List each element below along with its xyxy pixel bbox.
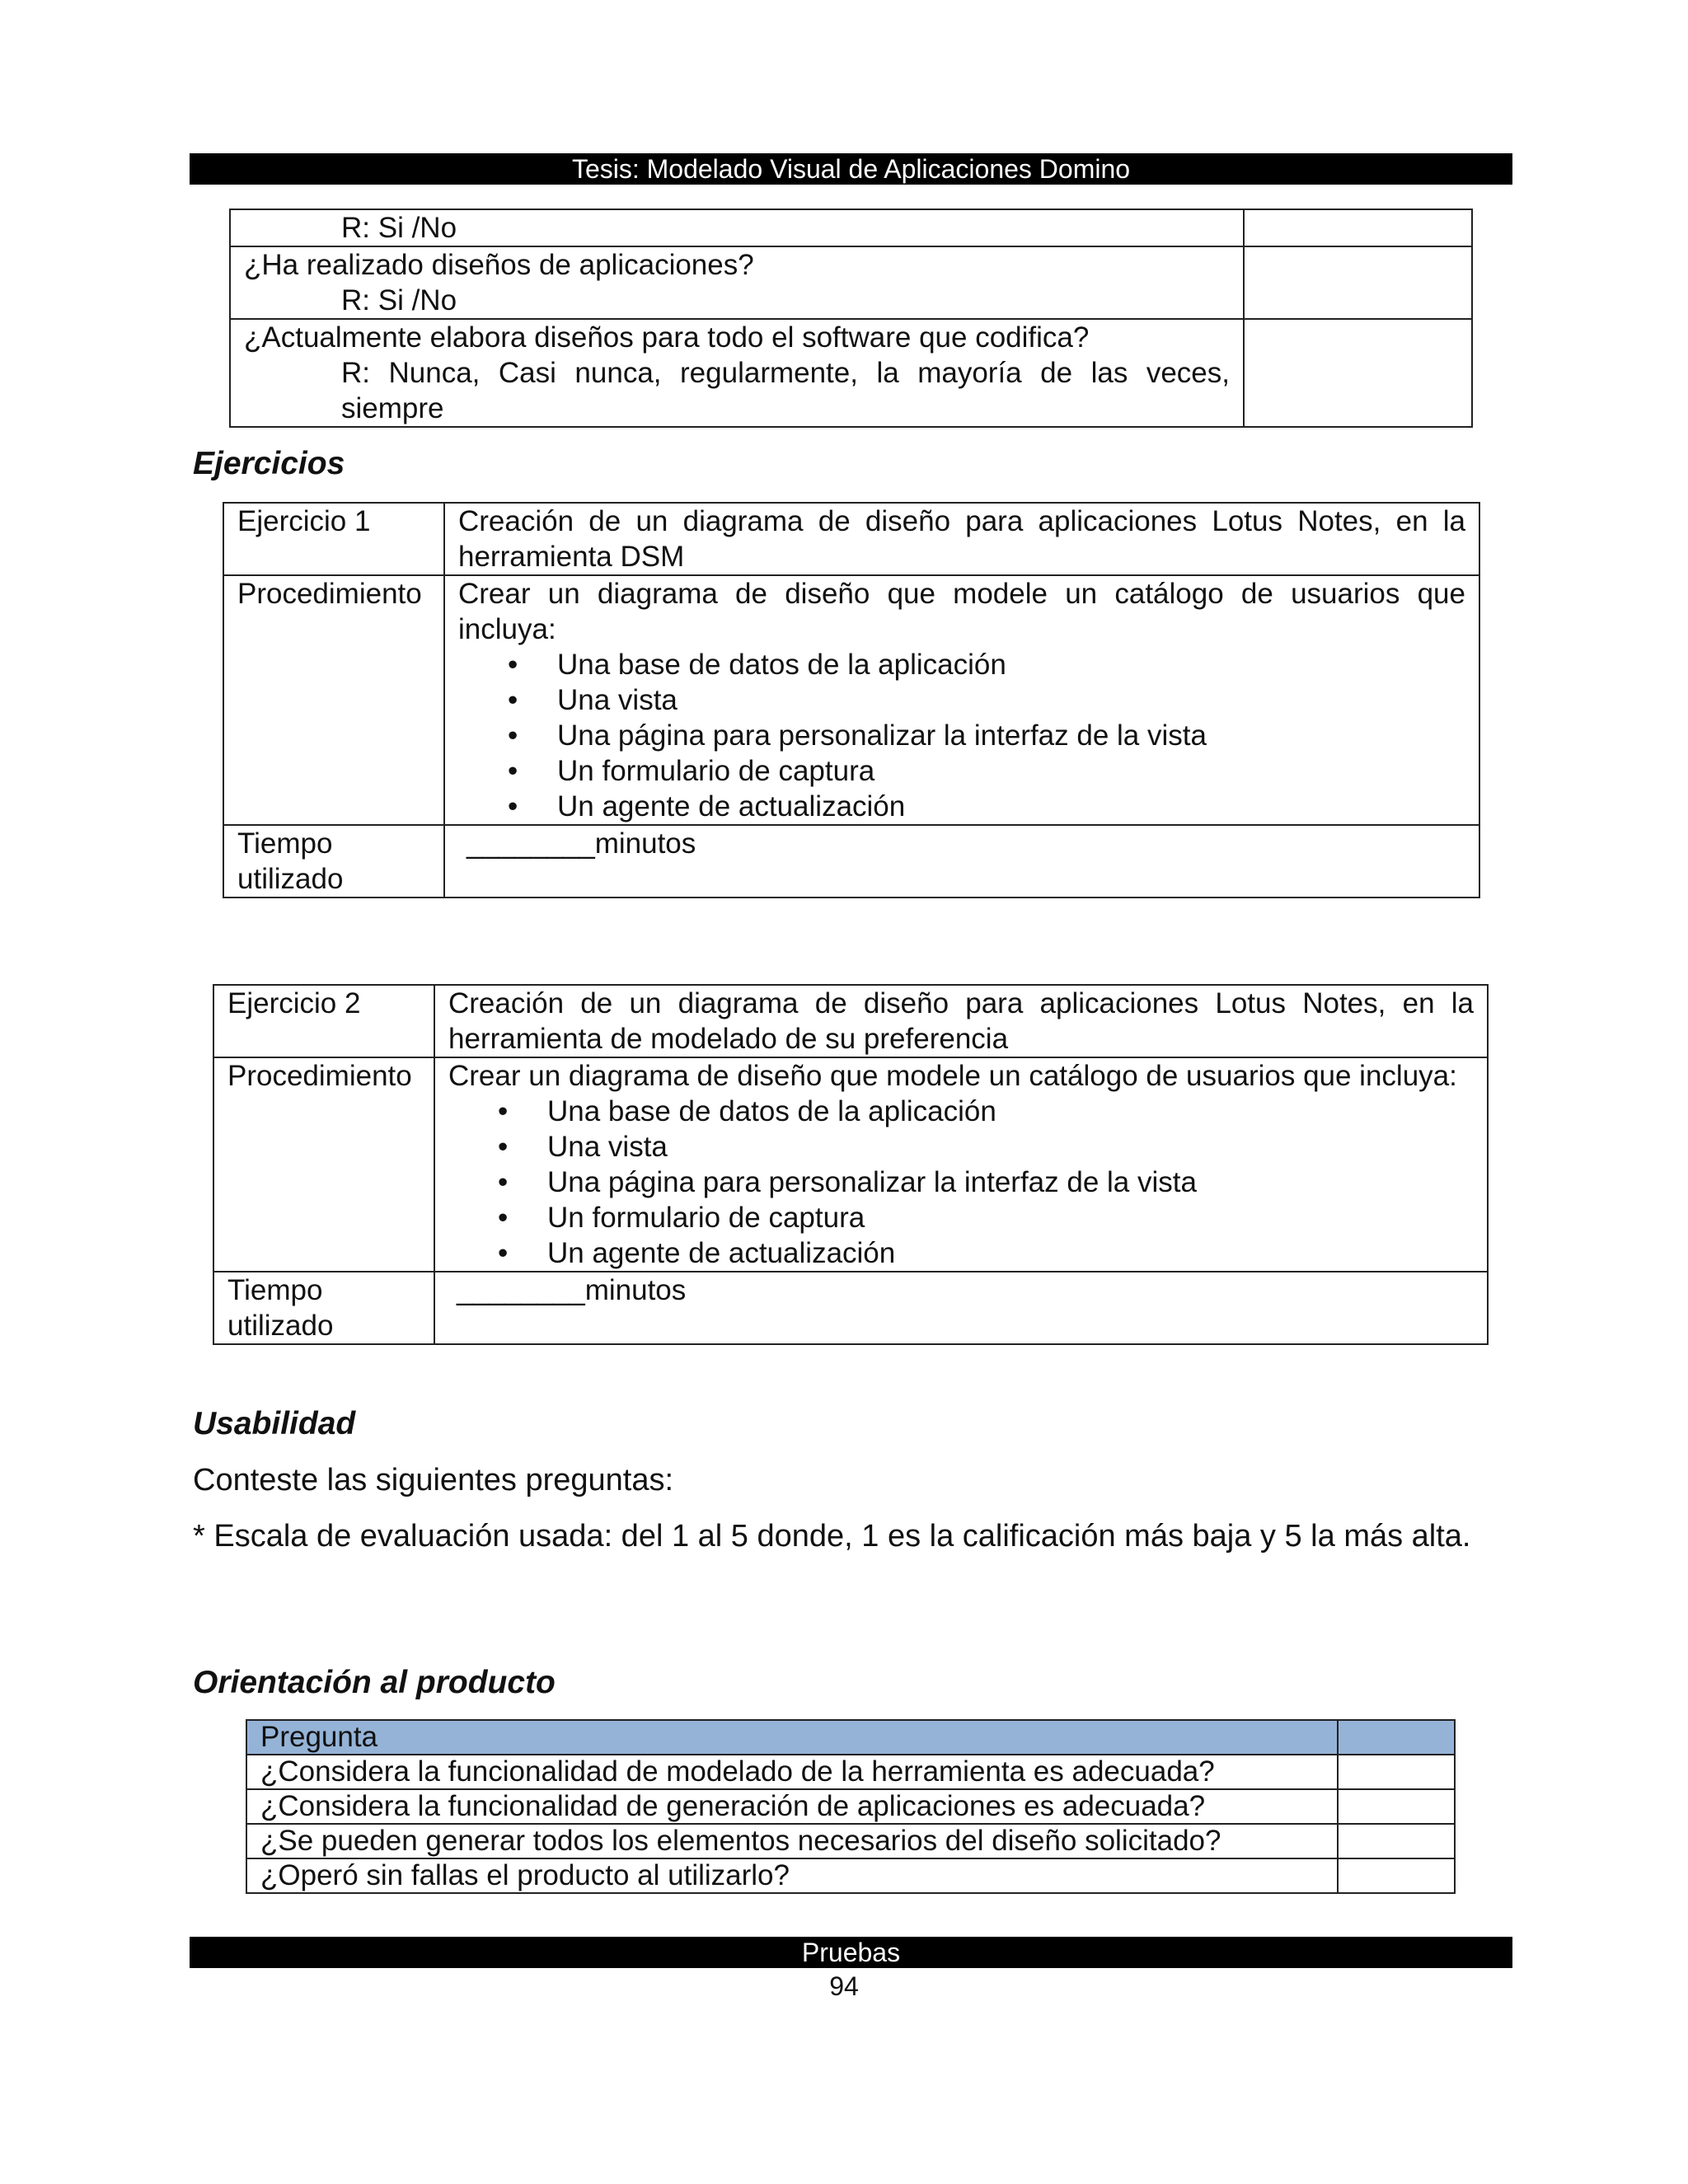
footer-label: Pruebas [801, 1938, 901, 1967]
list-item: • Un formulario de captura [557, 753, 1465, 789]
question-text: ¿Considera la funcionalidad de generación de aplicaciones es adecuada? [246, 1789, 1338, 1824]
list-item: • Una vista [547, 1129, 1474, 1165]
table-row [246, 1789, 1455, 1824]
table-row [246, 1858, 1455, 1893]
questionnaire-table [229, 209, 1473, 428]
table-row [223, 503, 1479, 575]
page-footer-band [190, 1937, 1512, 1968]
section-title-orientacion: Orientación al producto [193, 1665, 556, 1700]
table-row [213, 985, 1488, 1057]
response-cell [1338, 1755, 1455, 1789]
page-header-band [190, 153, 1512, 185]
table-header-row [246, 1720, 1455, 1755]
response-cell [1244, 246, 1472, 319]
question-cell [230, 319, 1244, 427]
question-text: ¿Operó sin fallas el producto al utilizarlo? [246, 1858, 1338, 1893]
table-row [230, 319, 1472, 427]
response-cell [1338, 1789, 1455, 1824]
procedure-list [458, 647, 1465, 824]
list-item: • Un agente de actualización [557, 789, 1465, 824]
response-cell [1244, 319, 1472, 427]
list-item: • Una página para personalizar la interfaz de la vista [547, 1165, 1474, 1200]
time-label: Tiempo utilizado [213, 1272, 434, 1344]
exercise-title: Creación de un diagrama de diseño para aplicaciones Lotus Notes, en la herramienta de modelado de su preferencia [434, 985, 1488, 1057]
question-text: ¿Actualmente elabora diseños para todo el software que codifica? [244, 321, 1090, 354]
exercise-1-table [223, 502, 1480, 898]
exercise-label: Ejercicio 1 [223, 503, 444, 575]
section-title-usabilidad: Usabilidad [193, 1406, 356, 1441]
procedure-label: Procedimiento [213, 1057, 434, 1272]
table-row [213, 1272, 1488, 1344]
table-row [230, 246, 1472, 319]
procedure-cell [444, 575, 1479, 825]
exercise-label: Ejercicio 2 [213, 985, 434, 1057]
procedure-list [448, 1094, 1474, 1271]
list-item: • Una base de datos de la aplicación [557, 647, 1465, 682]
procedure-intro: Crear un diagrama de diseño que modele un catálogo de usuarios que incluya: [448, 1060, 1457, 1092]
time-value: ________minutos [444, 825, 1479, 898]
section-title-ejercicios: Ejercicios [193, 446, 345, 481]
list-item: • Una vista [557, 682, 1465, 718]
table-row [223, 825, 1479, 898]
answer-options: R: Si /No [341, 212, 457, 244]
table-row [230, 209, 1472, 246]
procedure-label: Procedimiento [223, 575, 444, 825]
usability-scale: * Escala de evaluación usada: del 1 al 5 donde, 1 es la calificación más baja y 5 la más alta. [193, 1519, 1471, 1554]
procedure-cell [434, 1057, 1488, 1272]
exercise-title: Creación de un diagrama de diseño para aplicaciones Lotus Notes, en la herramienta DSM [444, 503, 1479, 575]
product-orientation-table [246, 1719, 1456, 1894]
question-cell [230, 209, 1244, 246]
answer-options: R: Si /No [341, 284, 457, 316]
question-cell [230, 246, 1244, 319]
column-header-score [1338, 1720, 1455, 1755]
table-row [213, 1057, 1488, 1272]
usability-intro: Conteste las siguientes preguntas: [193, 1463, 674, 1497]
list-item: • Una base de datos de la aplicación [547, 1094, 1474, 1129]
list-item: • Un formulario de captura [547, 1200, 1474, 1235]
table-row [246, 1755, 1455, 1789]
page-number: 94 [829, 1971, 859, 2001]
table-row [246, 1824, 1455, 1858]
column-header-pregunta: Pregunta [246, 1720, 1338, 1755]
time-label: Tiempo utilizado [223, 825, 444, 898]
response-cell [1244, 209, 1472, 246]
exercise-2-table [213, 984, 1489, 1345]
header-title: Tesis: Modelado Visual de Aplicaciones Domino [571, 154, 1131, 184]
answer-options: R: Nunca, Casi nunca, regularmente, la mayoría de las veces, siempre [341, 357, 1230, 424]
response-cell [1338, 1824, 1455, 1858]
table-row [223, 575, 1479, 825]
list-item: • Una página para personalizar la interfaz de la vista [557, 718, 1465, 753]
response-cell [1338, 1858, 1455, 1893]
question-text: ¿Ha realizado diseños de aplicaciones? [244, 249, 754, 281]
procedure-intro: Crear un diagrama de diseño que modele un catálogo de usuarios que incluya: [458, 578, 1465, 645]
question-text: ¿Se pueden generar todos los elementos necesarios del diseño solicitado? [246, 1824, 1338, 1858]
time-value: ________minutos [434, 1272, 1488, 1344]
list-item: • Un agente de actualización [547, 1235, 1474, 1271]
question-text: ¿Considera la funcionalidad de modelado de la herramienta es adecuada? [246, 1755, 1338, 1789]
